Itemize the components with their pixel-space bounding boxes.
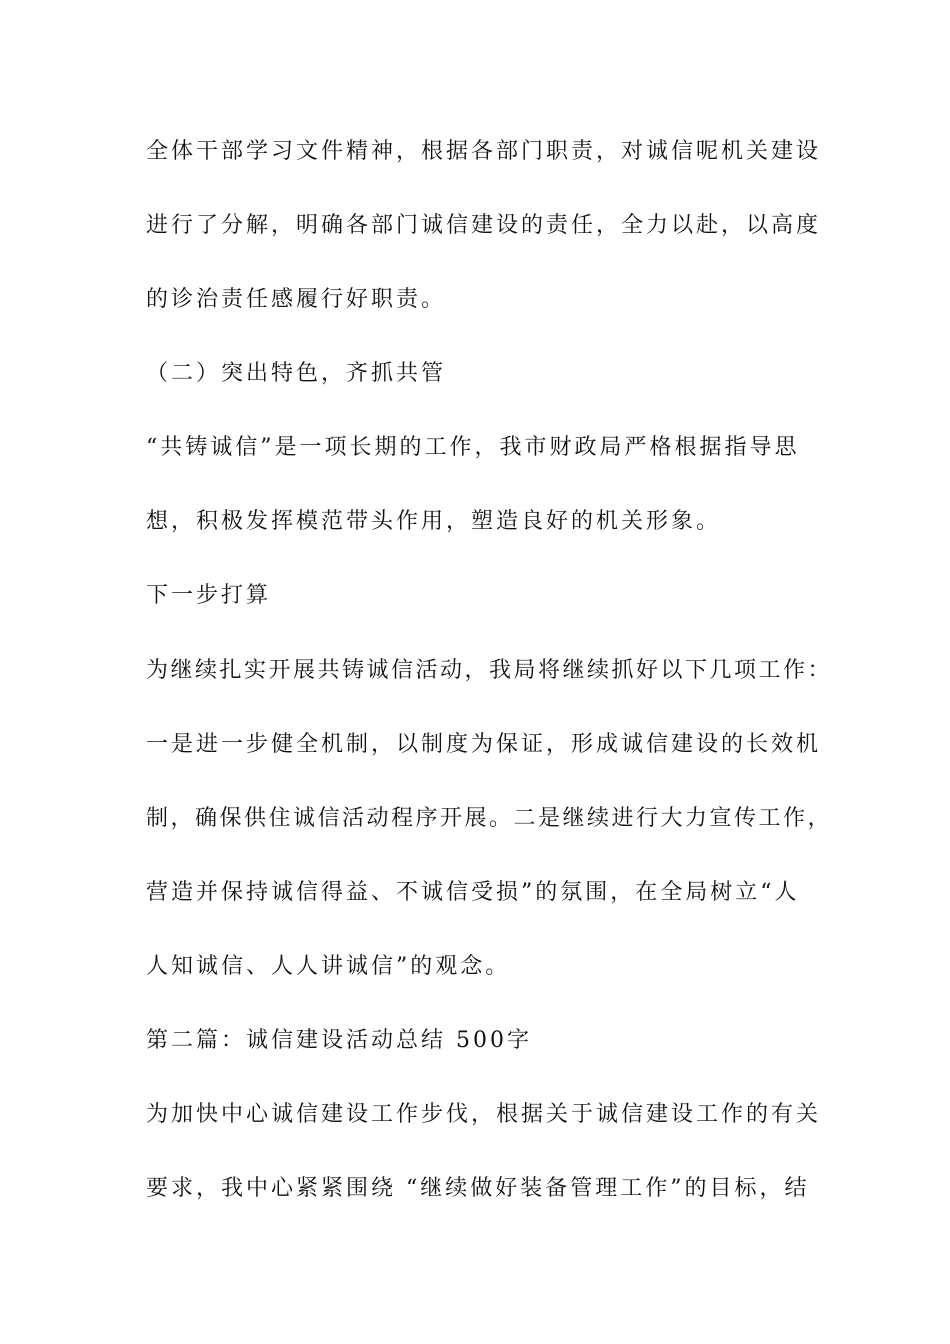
text-line: 全体干部学习文件精神，根据各部门职责，对诚信呢机关建设 xyxy=(146,139,822,164)
section-heading: （二）突出特色，齐抓共管 xyxy=(146,361,447,386)
text-line: 一是进一步健全机制，以制度为保证，形成诚信建设的长效机 xyxy=(146,732,822,757)
text-line: 进行了分解，明确各部门诚信建设的责任，全力以赴，以高度 xyxy=(146,213,822,238)
text-line: 想，积极发挥模范带头作用，塑造良好的机关形象。 xyxy=(146,509,722,534)
text-line: 营造并保持诚信得益、不诚信受损”的氛围，在全局树立“人 xyxy=(146,880,800,905)
text-line: 的诊治责任感履行好职责。 xyxy=(146,287,447,312)
text-line: 要求，我中心紧紧围绕 “继续做好装备管理工作”的目标，结 xyxy=(146,1176,810,1201)
text-line: 为继续扎实开展共铸诚信活动，我局将继续抓好以下几项工作： xyxy=(146,658,833,683)
text-line: 制，确保供住诚信活动程序开展。二是继续进行大力宣传工作， xyxy=(146,806,833,831)
chapter-heading: 第二篇：诚信建设活动总结 500字 xyxy=(146,1028,532,1053)
section-heading: 下一步打算 xyxy=(146,583,272,608)
text-line: “共铸诚信”是一项长期的工作，我市财政局严格根据指导思 xyxy=(146,435,800,460)
text-line: 人知诚信、人人讲诚信”的观念。 xyxy=(146,954,511,979)
text-line: 为加快中心诚信建设工作步伐，根据关于诚信建设工作的有关 xyxy=(146,1102,822,1127)
